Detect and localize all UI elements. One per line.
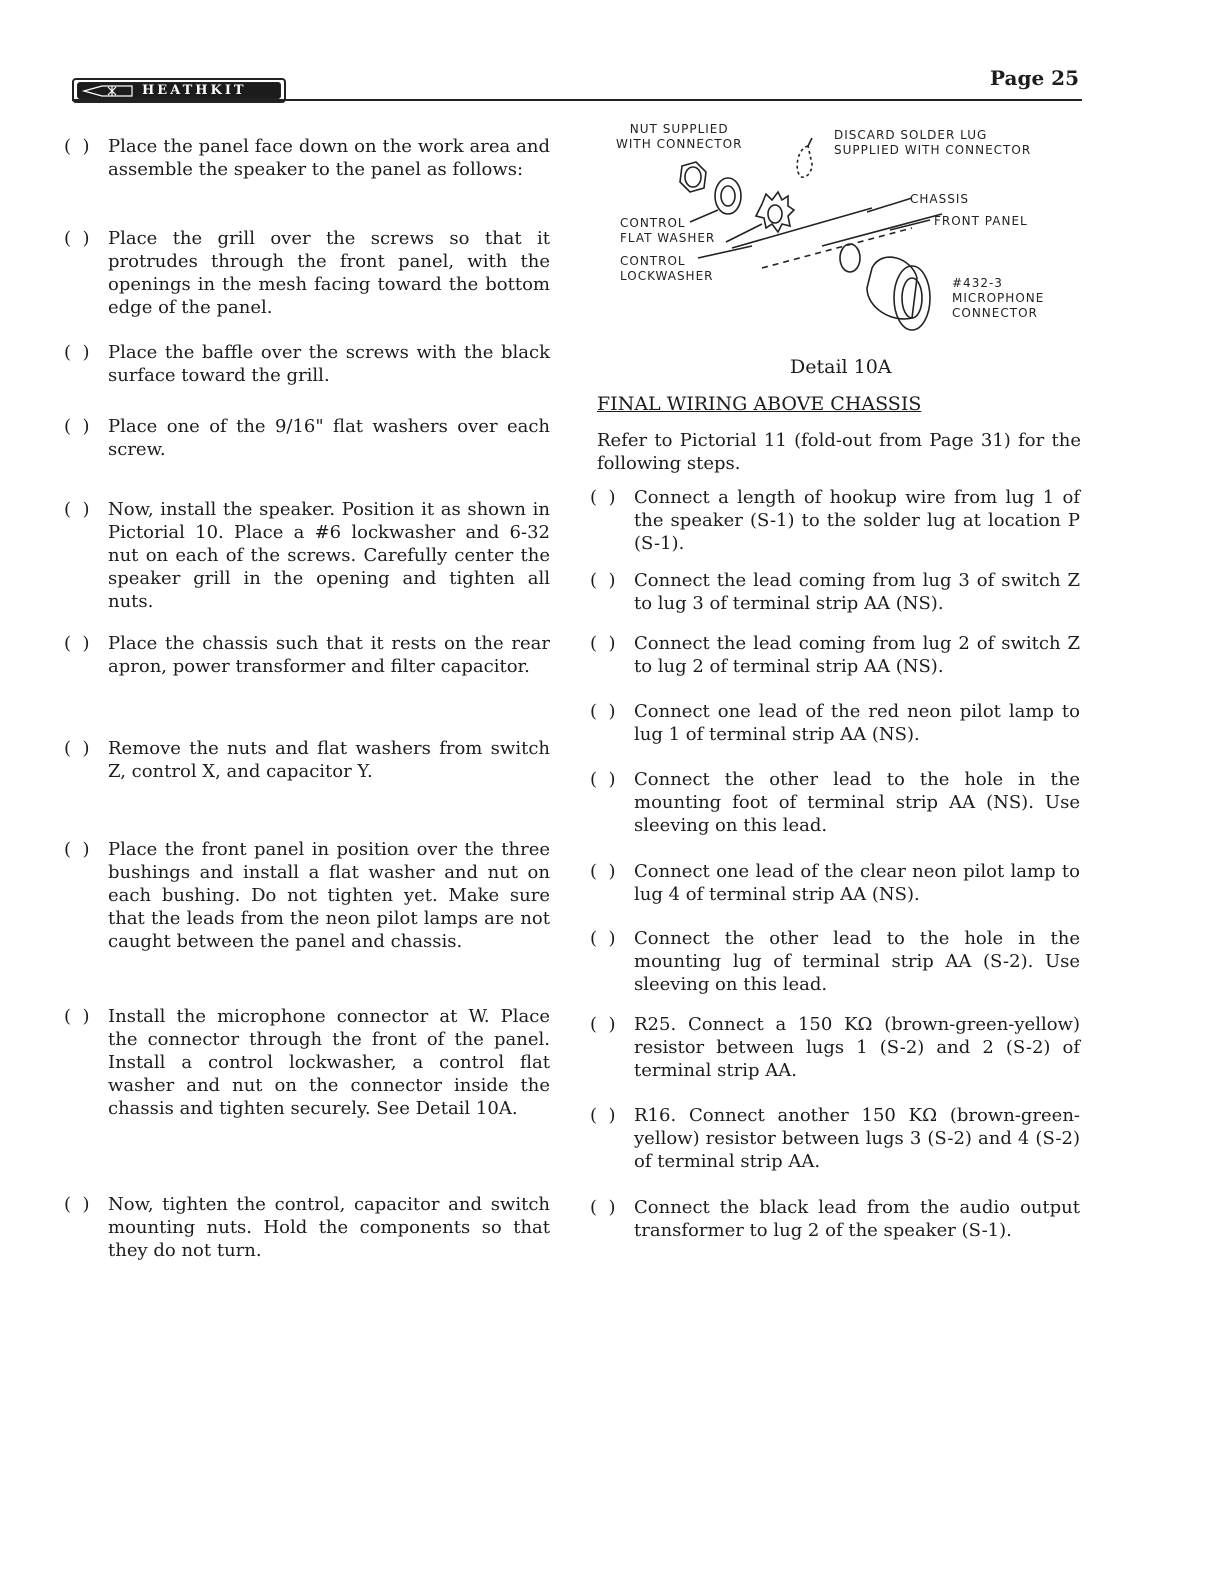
- step-text: Now, install the speaker. Position it as shown in Pictorial 10. Place a #6 lockwasher and 6-32 nut on each of the screws. Carefully center the speaker grill in the opening and tighten all nuts.: [108, 499, 550, 612]
- step-text: R25. Connect a 150 KΩ (brown-green-yellow) resistor between lugs 1 (S-2) and 2 (S-2) of terminal strip AA.: [634, 1014, 1080, 1081]
- step: [64, 838, 550, 953]
- step-text: Place the baffle over the screws with the black surface toward the grill.: [108, 342, 550, 386]
- step: [590, 1196, 1080, 1242]
- step-text: R16. Connect another 150 KΩ (brown-green-yellow) resistor between lugs 3 (S-2) and 4 (S-2) of terminal strip AA.: [634, 1105, 1080, 1172]
- detail-10a-figure: [612, 118, 1072, 348]
- step: [64, 415, 550, 461]
- step-text: Remove the nuts and flat washers from switch Z, control X, and capacitor Y.: [108, 738, 550, 782]
- checkbox[interactable]: ( ): [64, 1194, 90, 1215]
- step-text: Place the panel face down on the work area and assemble the speaker to the panel as follows:: [108, 136, 550, 180]
- step-text: Connect the other lead to the hole in the mounting lug of terminal strip AA (S-2). Use sleeving on this lead.: [634, 928, 1080, 995]
- step-text: Connect a length of hookup wire from lug 1 of the speaker (S-1) to the solder lug at location P (S-1).: [634, 487, 1080, 554]
- step: [590, 927, 1080, 996]
- checkbox[interactable]: ( ): [590, 928, 616, 949]
- checkbox[interactable]: ( ): [64, 633, 90, 654]
- step-text: Place one of the 9/16" flat washers over each screw.: [108, 416, 550, 460]
- header-rule: [72, 99, 1082, 101]
- label-front-panel: FRONT PANEL: [934, 214, 1028, 228]
- checkbox[interactable]: ( ): [64, 228, 90, 249]
- step-text: Install the microphone connector at W. Place the connector through the front of the panel. Install a control lockwasher, a control flat washer and nut on the connector inside the chassis and tighten securely. See Detail 10A.: [108, 1006, 550, 1119]
- step: [64, 341, 550, 387]
- label-nut: NUT SUPPLIED WITH CONNECTOR: [616, 122, 743, 151]
- brand-name: HEATHKIT: [142, 83, 247, 98]
- checkbox[interactable]: ( ): [590, 701, 616, 722]
- label-control-lockwasher: CONTROL LOCKWASHER: [620, 254, 714, 283]
- step: [64, 227, 550, 319]
- step: [64, 135, 550, 181]
- checkbox[interactable]: ( ): [590, 861, 616, 882]
- checkbox[interactable]: ( ): [590, 633, 616, 654]
- page-number: Page 25: [990, 66, 1079, 90]
- step-text: Connect the lead coming from lug 2 of switch Z to lug 2 of terminal strip AA (NS).: [634, 633, 1080, 677]
- step-text: Connect the other lead to the hole in the mounting foot of terminal strip AA (NS). Use sleeving on this lead.: [634, 769, 1080, 836]
- step: [590, 1013, 1080, 1082]
- checkbox[interactable]: ( ): [590, 1105, 616, 1126]
- label-microphone-connector: #432-3 MICROPHONE CONNECTOR: [952, 276, 1045, 320]
- checkbox[interactable]: ( ): [64, 839, 90, 860]
- checkbox[interactable]: ( ): [590, 570, 616, 591]
- checkbox[interactable]: ( ): [64, 416, 90, 437]
- checkbox[interactable]: ( ): [64, 738, 90, 759]
- step: [64, 1193, 550, 1262]
- checkbox[interactable]: ( ): [590, 487, 616, 508]
- checkbox[interactable]: ( ): [64, 499, 90, 520]
- checkbox[interactable]: ( ): [64, 342, 90, 363]
- step-text: Now, tighten the control, capacitor and switch mounting nuts. Hold the components so that they do not turn.: [108, 1194, 550, 1261]
- label-control-flat-washer: CONTROL FLAT WASHER: [620, 216, 716, 245]
- step-text: Place the front panel in position over the three bushings and install a flat washer and nut on each bushing. Do not tighten yet. Make sure that the leads from the neon pilot lamps are not caught between the panel and chassis.: [108, 839, 550, 952]
- checkbox[interactable]: ( ): [64, 1006, 90, 1027]
- step-text: Connect the lead coming from lug 3 of switch Z to lug 3 of terminal strip AA (NS).: [634, 570, 1080, 614]
- step: [590, 632, 1080, 678]
- step: [590, 569, 1080, 615]
- step: [590, 700, 1080, 746]
- step: [590, 860, 1080, 906]
- checkbox[interactable]: ( ): [590, 1197, 616, 1218]
- checkbox[interactable]: ( ): [64, 136, 90, 157]
- step: [590, 768, 1080, 837]
- step-text: Place the chassis such that it rests on the rear apron, power transformer and filter capacitor.: [108, 633, 550, 677]
- label-discard-solder-lug: DISCARD SOLDER LUG SUPPLIED WITH CONNECTOR: [834, 128, 1032, 157]
- step: [590, 486, 1080, 555]
- step-text: Place the grill over the screws so that it protrudes through the front panel, with the openings in the mesh facing toward the bottom edge of the panel.: [108, 228, 550, 318]
- step: [64, 737, 550, 783]
- step-text: Connect one lead of the clear neon pilot lamp to lug 4 of terminal strip AA (NS).: [634, 861, 1080, 905]
- heathkit-emblem-icon: [78, 83, 138, 98]
- section-title: FINAL WIRING ABOVE CHASSIS: [597, 393, 922, 415]
- checkbox[interactable]: ( ): [590, 1014, 616, 1035]
- step: [64, 632, 550, 678]
- checkbox[interactable]: ( ): [590, 769, 616, 790]
- step: [590, 1104, 1080, 1173]
- step-text: Connect one lead of the red neon pilot lamp to lug 1 of terminal strip AA (NS).: [634, 701, 1080, 745]
- label-chassis: CHASSIS: [910, 192, 970, 206]
- step: [64, 498, 550, 613]
- figure-caption: Detail 10A: [790, 356, 892, 378]
- section-intro: Refer to Pictorial 11 (fold-out from Page 31) for the following steps.: [597, 430, 1081, 474]
- step-text: Connect the black lead from the audio output transformer to lug 2 of the speaker (S-1).: [634, 1197, 1080, 1241]
- step: [64, 1005, 550, 1120]
